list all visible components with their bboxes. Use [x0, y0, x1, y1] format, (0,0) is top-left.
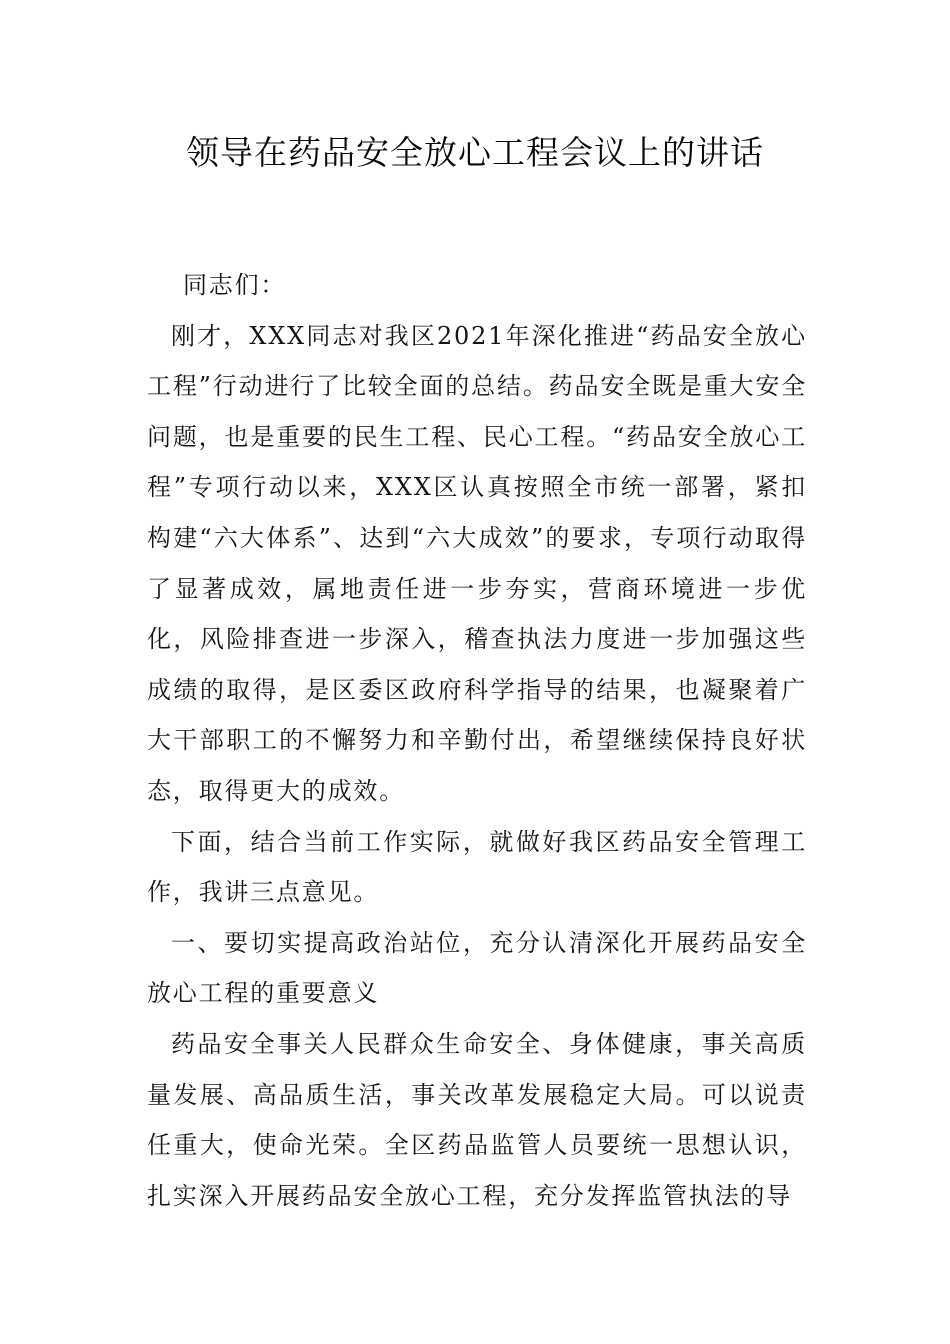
- paragraph-summary: 刚才，XXX同志对我区2021年深化推进“药品安全放心工程”行动进行了比较全面的总结。药品安全既是重大安全问题，也是重要的民生工程、民心工程。“药品安全放心工程”专项行动以来，XXX区认真按照全市统一部署，紧扣构建“六大体系”、达到“六大成效”的要求，专项行动取得了显著成效，属地责任进一步夯实，营商环境进一步优化，风险排查进一步深入，稽查执法力度进一步加强这些成绩的取得，是区委区政府科学指导的结果，也凝聚着广大干部职工的不懈努力和辛勤付出，希望继续保持良好状态，取得更大的成效。: [147, 321, 807, 805]
- paragraph-intro: 下面，结合当前工作实际，就做好我区药品安全管理工作，我讲三点意见。: [147, 827, 807, 907]
- section-heading-one: 一、要切实提高政治站位，充分认清深化开展药品安全放心工程的重要意义: [147, 928, 807, 1008]
- document-body: [147, 260, 807, 1221]
- document-title: 领导在药品安全放心工程会议上的讲话: [186, 133, 764, 172]
- paragraph-section-one: 药品安全事关人民群众生命安全、身体健康，事关高质量发展、高品质生活，事关改革发展稳定大局。可以说责任重大，使命光荣。全区药品监管人员要统一思想认识，扎实深入开展药品安全放心工程，充分发挥监管执法的导: [147, 1029, 807, 1210]
- salutation: 同志们：: [183, 271, 287, 299]
